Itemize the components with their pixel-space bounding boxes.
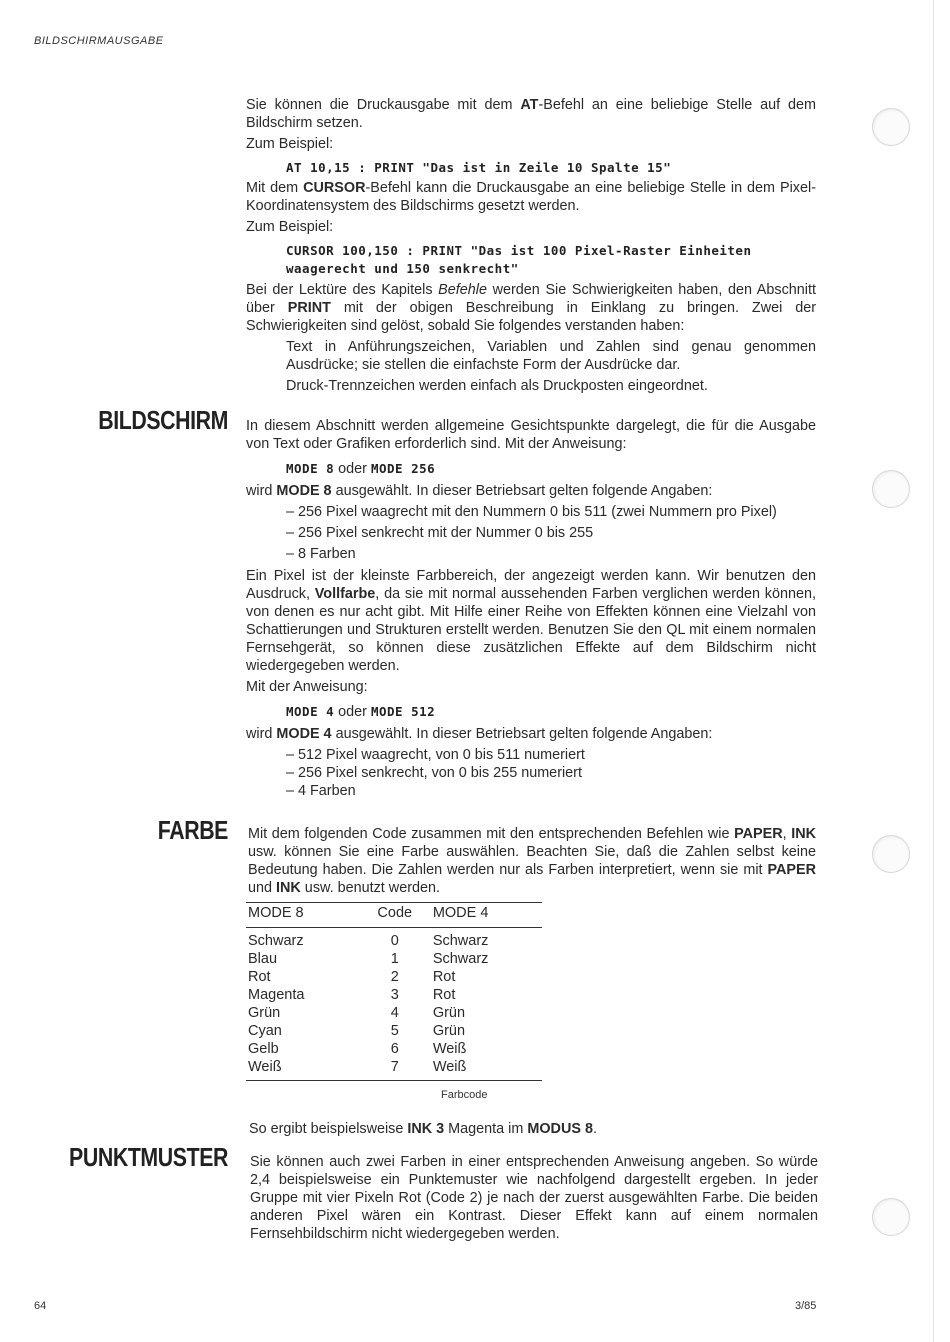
page-edge (933, 0, 934, 1342)
color-code-table (246, 902, 542, 1081)
table-row: Weiß 7 Weiß (246, 1058, 542, 1081)
paragraph: Mit dem folgenden Code zusammen mit den entsprechenden Befehlen wie PAPER, INK usw. können Sie eine Farbe auswählen. Beachten Sie, daß die Zahlen selbst keine Bedeutung haben. Die Zahlen werden nur als Farben interpretiert, wenn sie mit PAPER und INK usw. benutzt werden. (248, 826, 816, 896)
code-example: CURSOR 100,150 : PRINT "Das ist 100 Pixel-Raster Einheiten waagerecht und 150 senkrecht" (286, 243, 752, 276)
example-line: So ergibt beispielsweise INK 3 Magenta im MODUS 8. (249, 1121, 597, 1137)
punch-hole (872, 470, 910, 508)
mode-statement: MODE 8 oder MODE 256 (286, 461, 436, 477)
list-item: – 256 Pixel waagrecht mit den Nummern 0 bis 511 (zwei Nummern pro Pixel) (286, 504, 777, 520)
table-header-row (246, 903, 542, 928)
mode4-list (246, 746, 816, 800)
mode-statement: MODE 4 oder MODE 512 (286, 704, 436, 720)
paragraph: In diesem Abschnitt werden allgemeine Gesichtspunkte dargelegt, die für die Ausgabe von Text oder Grafiken erforderlich sind. Mit der Anweisung: (246, 418, 816, 452)
table-row: Cyan 5 Grün (248, 1023, 466, 1039)
punch-hole (872, 835, 910, 873)
list-item: – 8 Farben (286, 546, 356, 562)
running-head: BILDSCHIRMAUSGABE (34, 35, 164, 47)
mode8-list (246, 503, 816, 563)
paragraph: Sie können die Druckausgabe mit dem AT-Befehl an eine beliebige Stelle auf dem Bildschirm setzen. (246, 97, 816, 131)
paragraph: wird MODE 4 ausgewählt. In dieser Betriebsart gelten folgende Angaben: (246, 726, 713, 742)
table-row: Grün 4 Grün (248, 1005, 466, 1021)
paragraph: Zum Beispiel: (246, 219, 334, 235)
heading-bildschirm: BILDSCHIRM (98, 405, 228, 435)
edition-date: 3/85 (795, 1300, 817, 1312)
list-item: – 4 Farben (286, 783, 356, 799)
page-number: 64 (34, 1300, 47, 1312)
table-row: Blau 1 Schwarz (248, 951, 489, 967)
indented-note: Druck-Trennzeichen werden einfach als Druckposten eingeordnet. (286, 378, 708, 394)
paragraph: Ein Pixel ist der kleinste Farbbereich, der angezeigt werden kann. Wir benutzen den Ausdruck, Vollfarbe, da sie mit normal aussehenden Farben verglichen werden können, von denen es nur acht gibt. Mit Hilfe einer Reihe von Effekten können eine Vielzahl von Schattierungen und Strukturen erstellt werden. Benutzen Sie den QL mit einem normalen Fernsehgerät, so können diese zusätzlichen Effekte auf dem Bildschirm nicht wiedergegeben werden. (246, 568, 817, 674)
punch-hole (872, 1198, 910, 1236)
table-row: Rot 2 Rot (248, 969, 456, 985)
table-header: MODE 4 (431, 903, 542, 928)
punch-hole (872, 108, 910, 146)
text-block-bildschirm (246, 417, 816, 800)
paragraph: Sie können auch zwei Farben in einer entsprechenden Anweisung angeben. So würde 2,4 beispielsweise ein Punktemuster wie nachfolgend dargestellt ergeben. In jeder Gruppe mit vier Pixeln Rot (Code 2) je nach der zuerst ausgewählten Farbe. Die beiden anderen Pixel wären ein Kontrast. Dieser Effekt kann auf einem normalen Fernsehbildschirm nicht wiedergegeben werden. (250, 1154, 818, 1242)
text-block-punktmuster (250, 1153, 818, 1243)
table-row: Gelb 6 Weiß (248, 1041, 467, 1057)
text-block-cursor (246, 96, 816, 395)
heading-farbe: FARBE (157, 815, 228, 845)
list-item: – 256 Pixel senkrecht mit der Nummer 0 bis 255 (286, 525, 594, 541)
heading-punktmuster: PUNKTMUSTER (69, 1142, 228, 1172)
table-row: Magenta 3 Rot (248, 987, 456, 1003)
table-header: Code (359, 903, 431, 928)
show-through-smudge (40, 95, 230, 215)
paragraph: Bei der Lektüre des Kapitels Befehle werden Sie Schwierigkeiten haben, den Abschnitt über PRINT mit der obigen Beschreibung in Einklang zu bringen. Zwei der Schwierigkeiten sind gelöst, sobald Sie folgendes verstanden haben: (246, 282, 816, 334)
indented-note: Text in Anführungszeichen, Variablen und Zahlen sind genau genommen Ausdrücke; sie stellen die einfachste Form der Ausdrücke dar. (286, 339, 816, 373)
paragraph: Mit dem CURSOR-Befehl kann die Druckausgabe an eine beliebige Stelle in dem Pixel-Koordinatensystem des Bildschirms gesetzt werden. (246, 180, 816, 214)
text-block-farbe (248, 825, 816, 897)
table-header: MODE 8 (246, 903, 359, 928)
code-example: AT 10,15 : PRINT "Das ist in Zeile 10 Spalte 15" (286, 160, 672, 175)
table-row: Schwarz 0 Schwarz (248, 933, 489, 949)
list-item: – 256 Pixel senkrecht, von 0 bis 255 numeriert (286, 765, 582, 781)
paragraph: wird MODE 8 ausgewählt. In dieser Betriebsart gelten folgende Angaben: (246, 483, 713, 499)
paragraph: Mit der Anweisung: (246, 679, 368, 695)
paragraph: Zum Beispiel: (246, 136, 334, 152)
table-caption: Farbcode (441, 1089, 488, 1101)
list-item: – 512 Pixel waagrecht, von 0 bis 511 numeriert (286, 747, 585, 763)
